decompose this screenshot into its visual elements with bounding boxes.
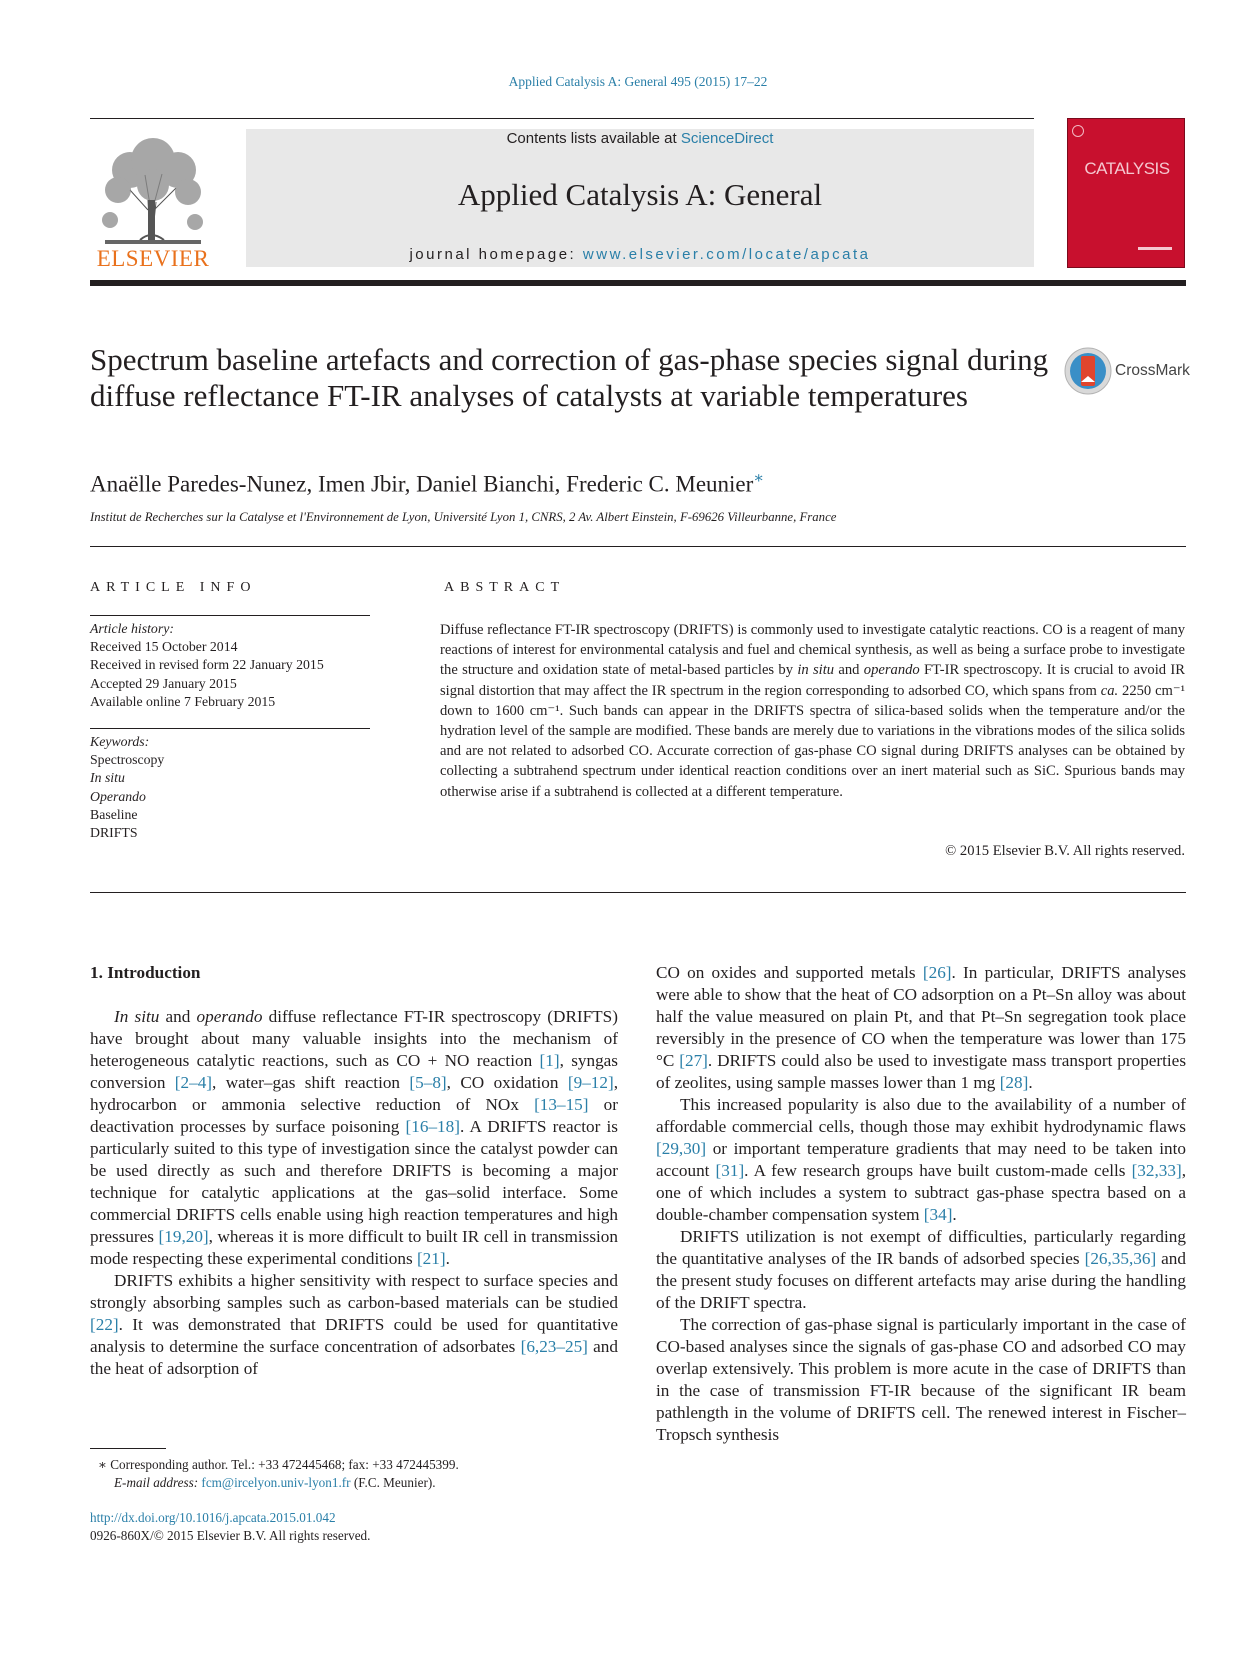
email-suffix: (F.C. Meunier). xyxy=(350,1475,436,1490)
abstract-heading: ABSTRACT xyxy=(444,580,566,595)
keyword-item: Operando xyxy=(90,788,146,804)
article-history xyxy=(90,620,380,711)
corresponding-author-mark[interactable]: ∗ xyxy=(753,470,765,487)
text-segment: and xyxy=(159,1007,197,1026)
keyword-item: Spectroscopy xyxy=(90,752,165,768)
paragraph xyxy=(656,1226,1186,1314)
footnote xyxy=(90,1456,630,1492)
italic-term: In situ xyxy=(114,1007,160,1026)
reference-link[interactable]: [32,33] xyxy=(1131,1161,1182,1180)
text-segment: . xyxy=(1028,1073,1033,1092)
keyword-item: Baseline xyxy=(90,806,138,822)
crossmark-badge[interactable] xyxy=(1063,346,1190,398)
reference-link[interactable]: [1] xyxy=(539,1051,560,1070)
journal-cover-image[interactable] xyxy=(1067,118,1185,268)
reference-link[interactable]: [26] xyxy=(922,963,952,982)
body-column-left xyxy=(90,962,618,1380)
text-segment: . A few research groups have built custom-made cells xyxy=(744,1161,1132,1180)
abstract-segment: and xyxy=(834,662,864,679)
text-segment: DRIFTS exhibits a higher sensitivity with respect to surface species and strongly absorbing samples such as carbon-based materials can be studied xyxy=(90,1271,618,1312)
history-item: Available online 7 February 2015 xyxy=(90,693,276,709)
reference-link[interactable]: [28] xyxy=(999,1073,1029,1092)
text-segment: , water–gas shift reaction xyxy=(212,1073,410,1092)
text-segment: . It was demonstrated that DRIFTS could be used for quantitative analysis to determine the surface concentration of adsorbates xyxy=(90,1315,618,1356)
footnote-rule xyxy=(90,1448,166,1449)
doi-link[interactable]: http://dx.doi.org/10.1016/j.apcata.2015.01.042 xyxy=(90,1510,336,1525)
reference-link[interactable]: [16–18] xyxy=(405,1117,460,1136)
reference-link[interactable]: [5–8] xyxy=(409,1073,447,1092)
reference-link[interactable]: [31] xyxy=(715,1161,745,1180)
abstract-italic: operando xyxy=(863,662,920,679)
corresponding-author-contact: Corresponding author. Tel.: +33 472445468; fax: +33 472445399. xyxy=(106,1457,459,1472)
cover-title: CATALYSIS xyxy=(1084,159,1170,178)
text-segment: CO on oxides and supported metals xyxy=(656,963,923,982)
crossmark-label: CrossMark xyxy=(1115,362,1190,379)
keywords xyxy=(90,733,380,842)
text-segment: . DRIFTS could also be used to investigate mass transport properties of zeolites, using sample masses lower than 1 mg xyxy=(656,1051,1187,1092)
cover-emblem-icon xyxy=(1072,125,1084,137)
article-title: Spectrum baseline artefacts and correction of gas-phase species signal during diffuse reflectance FT-IR analyses of catalysts at variable temperatures xyxy=(90,342,1049,413)
text-segment: diffuse reflectance FT-IR spectroscopy (DRIFTS) have brought about many valuable insights into the mechanism of heterogeneous catalytic reactions, such as CO + NO reaction xyxy=(90,1007,618,1070)
abstract-italic: in situ xyxy=(797,662,835,679)
keyword-item: In situ xyxy=(90,770,125,786)
reference-link[interactable]: [6,23–25] xyxy=(520,1337,588,1356)
abstract-copyright: © 2015 Elsevier B.V. All rights reserved. xyxy=(945,843,1185,859)
abstract-rule xyxy=(90,892,1186,893)
text-segment: , whereas it is more difficult to built IR cell in transmission mode respecting these experimental conditions xyxy=(90,1227,618,1268)
keywords-label: Keywords: xyxy=(90,734,150,749)
abstract-italic: ca. xyxy=(1100,682,1119,699)
contents-line xyxy=(246,130,1034,147)
text-segment: or important temperature gradients that may need to be taken into account xyxy=(656,1139,1186,1180)
text-segment: . A DRIFTS reactor is particularly suited to this type of investigation since the catalyst powder can be used directly as such and therefore DRIFTS is becoming a major technique for catalytic applications at the gas–solid interface. Some commercial DRIFTS cells enable using high reaction temperatures and high pressures xyxy=(90,1117,618,1246)
email-label: E-mail address: xyxy=(114,1475,202,1490)
abstract-segment: Diffuse reflectance FT-IR spectroscopy (DRIFTS) is commonly used to investigate catalytic reactions. CO is a reagent of many reactions of interest for environmental catalysis and fuel and chemical synthesis, as well as being a surface probe to investigate the structure and oxidation state of metal-based particles by xyxy=(440,622,1185,679)
history-item: Accepted 29 January 2015 xyxy=(90,675,237,691)
reference-link[interactable]: [21] xyxy=(416,1249,446,1268)
issn-line: 0926-860X/© 2015 Elsevier B.V. All rights reserved. xyxy=(90,1528,371,1543)
text-segment: , hydrocarbon or ammonia selective reduction of NOx xyxy=(90,1073,618,1114)
text-segment: , CO oxidation xyxy=(446,1073,568,1092)
history-label: Article history: xyxy=(90,621,174,636)
text-segment: DRIFTS utilization is not exempt of difficulties, particularly regarding the quantitative analyses of the IR bands of adsorbed species xyxy=(656,1227,1186,1268)
crossmark-icon xyxy=(1063,346,1113,396)
reference-link[interactable]: [29,30] xyxy=(656,1139,707,1158)
reference-link[interactable]: [9–12] xyxy=(567,1073,614,1092)
footnote-line xyxy=(90,1456,630,1474)
italic-term: operando xyxy=(196,1007,263,1026)
journal-name: Applied Catalysis A: General xyxy=(457,177,823,212)
reference-link[interactable]: [13–15] xyxy=(534,1095,589,1114)
abstract-text xyxy=(440,620,1185,802)
text-segment: . xyxy=(952,1205,957,1224)
authors: Anaëlle Paredes-Nunez, Imen Jbir, Daniel Bianchi, Frederic C. Meunier xyxy=(90,471,754,497)
text-segment: . In particular, DRIFTS analyses were able to show that the heat of CO adsorption on a Pt–Sn alloy was about half the value measured on plain Pt, and that Pt–Sn segregation took place reversibly in the presence of CO when the temperature was lower than 175 °C xyxy=(656,963,1187,1070)
section-title: 1. Introduction xyxy=(90,963,201,982)
paragraph: The correction of gas-phase signal is particularly important in the case of CO-based analyses since the signals of gas-phase CO and adsorbed CO may overlap extensively. This problem is more acute in the case of DRIFTS than in the case of transmission FT-IR because of the significant IR beam pathlength in the volume of DRIFTS cell. The renewed interest in Fischer–Tropsch synthesis xyxy=(656,1315,1186,1444)
paragraph xyxy=(90,1270,618,1380)
text-segment: and the heat of adsorption of xyxy=(90,1337,618,1378)
journal-citation[interactable]: Applied Catalysis A: General 495 (2015) 17–22 xyxy=(508,74,768,89)
footnote-mark: ∗ xyxy=(98,1457,107,1472)
keyword-item: DRIFTS xyxy=(90,825,138,841)
text-segment: . xyxy=(445,1249,450,1268)
sciencedirect-link[interactable]: ScienceDirect xyxy=(680,130,774,147)
footnote-email-line xyxy=(90,1474,630,1492)
journal-homepage xyxy=(246,246,1034,263)
header-thick-rule xyxy=(90,280,1186,286)
elsevier-wordmark: ELSEVIER xyxy=(96,246,210,271)
paragraph xyxy=(656,1094,1186,1226)
body-column-right xyxy=(656,962,1186,1446)
reference-link[interactable]: [34] xyxy=(923,1205,953,1224)
author-list xyxy=(90,468,1050,498)
email-link[interactable]: fcm@ircelyon.univ-lyon1.fr xyxy=(201,1475,351,1490)
reference-link[interactable]: [27] xyxy=(679,1051,708,1070)
abstract-segment: FT-IR spectroscopy. It is crucial to avoid IR signal distortion that may affect the IR spectrum in the region corresponding to adsorbed CO, which spans from xyxy=(440,662,1185,699)
title-rule xyxy=(90,546,1186,547)
text-segment: or deactivation processes by surface poisoning xyxy=(90,1095,618,1136)
history-item: Received in revised form 22 January 2015 xyxy=(90,657,324,673)
article-info-heading: ARTICLE INFO xyxy=(90,580,257,595)
reference-link[interactable]: [19,20] xyxy=(158,1227,209,1246)
text-segment: , one of which includes a system to subtract gas-phase spectra based on a double-chamber compensation system xyxy=(656,1161,1186,1224)
cover-publisher-mark xyxy=(1138,247,1172,250)
contents-prefix: Contents lists available at xyxy=(506,130,681,147)
paragraph xyxy=(656,962,1186,1094)
reference-link[interactable]: [22] xyxy=(90,1315,119,1334)
homepage-prefix: journal homepage: xyxy=(409,246,583,263)
paragraph xyxy=(90,1006,618,1270)
homepage-link[interactable]: www.elsevier.com/locate/apcata xyxy=(582,246,871,263)
header-rule xyxy=(90,118,1034,119)
text-segment: and the present study focuses on different artefacts may arise during the handling of the DRIFT spectra. xyxy=(656,1249,1186,1312)
text-segment: , syngas conversion xyxy=(90,1051,618,1092)
reference-link[interactable]: [2–4] xyxy=(174,1073,213,1092)
abstract-segment: 2250 cm⁻¹ down to 1600 cm⁻¹. Such bands can appear in the DRIFTS spectra of silica-based solids when the temperature and/or the hydration level of the sample are modified. These bands are merely due to variations in the vibrations modes of the silica solids and are not related to adsorbed CO. Accurate correction of gas-phase CO signal during DRIFTS analyses can be obtained by collecting a subtrahend spectrum under identical reaction conditions over an inert material such as SiC. Spurious bands may otherwise arise if a subtrahend is collected at a different temperature. xyxy=(440,682,1185,800)
elsevier-logo[interactable] xyxy=(90,130,216,270)
history-item: Received 15 October 2014 xyxy=(90,639,238,655)
affiliation: Institut de Recherches sur la Catalyse et l'Environnement de Lyon, Université Lyon 1, CNRS, 2 Av. Albert Einstein, F-69626 Villeurbanne, France xyxy=(90,510,837,524)
text-segment: This increased popularity is also due to the availability of a number of affordable commercial cells, though those may exhibit hydrodynamic flaws xyxy=(656,1095,1186,1136)
keywords-rule xyxy=(90,728,370,729)
reference-link[interactable]: [26,35,36] xyxy=(1084,1249,1157,1268)
article-info-rule xyxy=(90,615,370,616)
